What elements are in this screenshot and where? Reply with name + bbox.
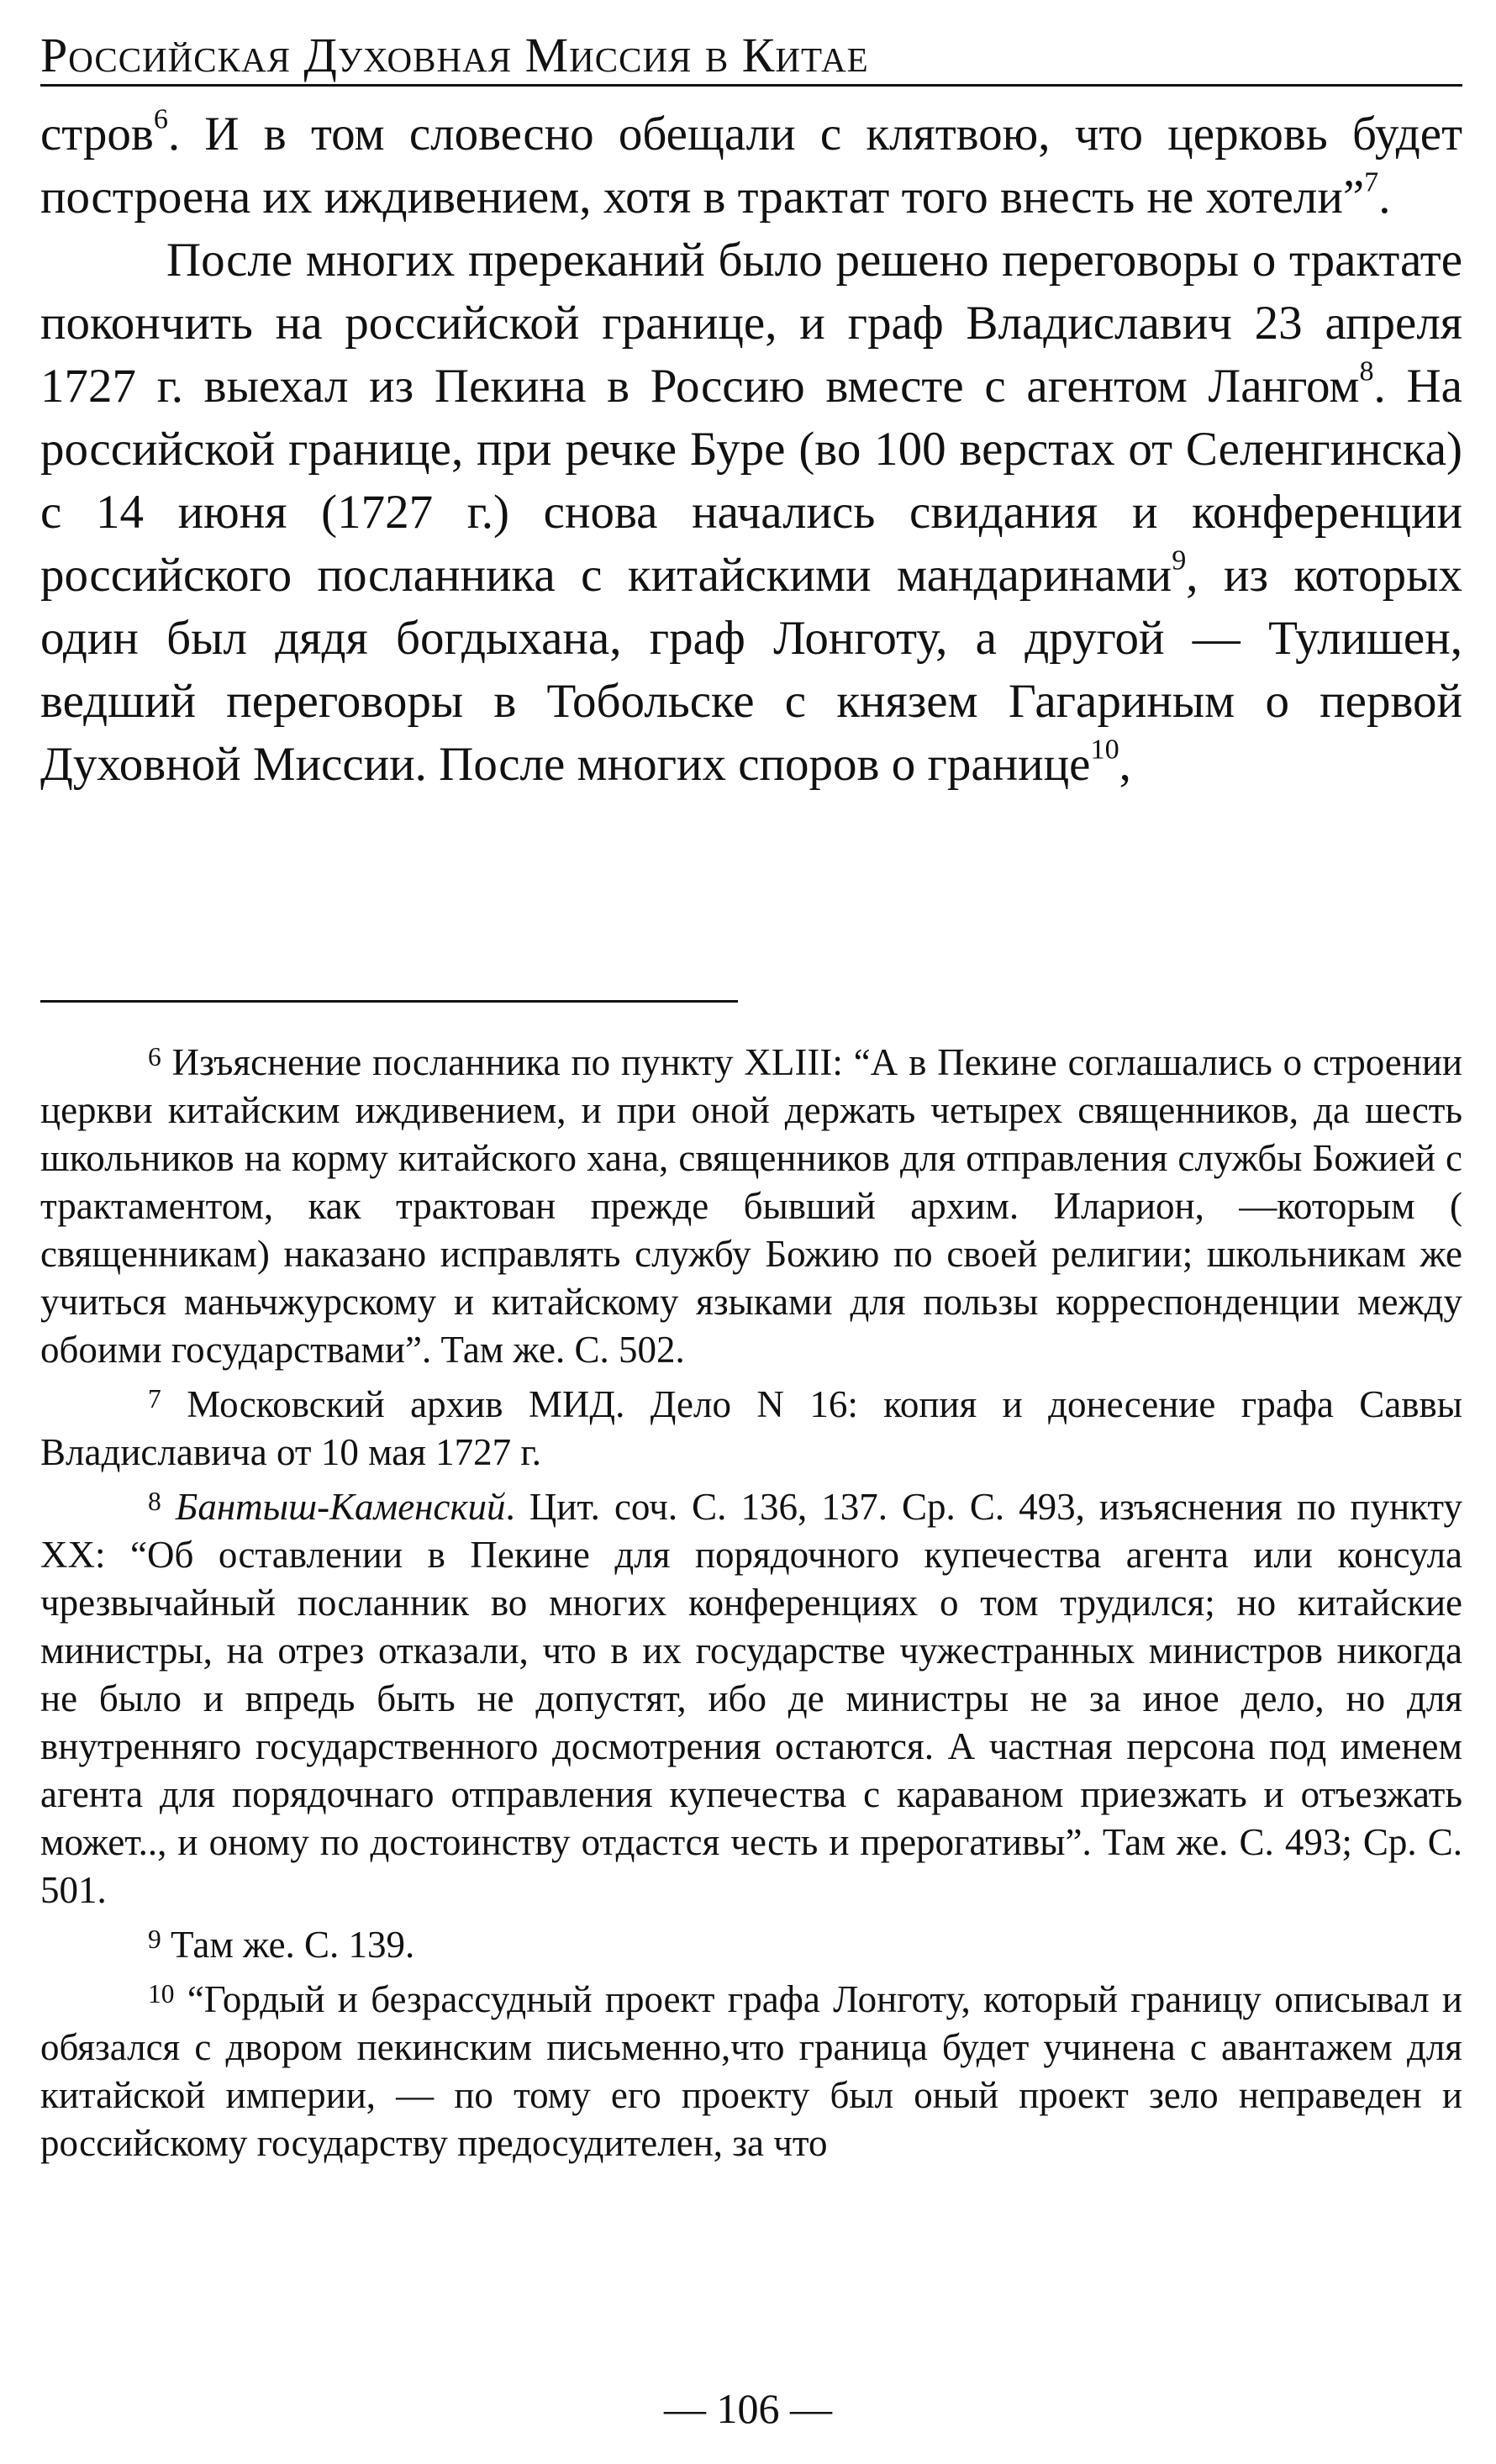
footnote-text: Там же. С. 139. (171, 1924, 415, 1966)
footnote-number: 6 (148, 1041, 161, 1071)
page-number: — 106 — (664, 2385, 832, 2432)
text-run: . (1378, 171, 1391, 224)
footnotes (40, 1039, 1462, 2174)
header-rule (40, 84, 1462, 87)
footnote-ref-8: 8 (1359, 355, 1374, 387)
footnote-number: 7 (148, 1383, 161, 1414)
paragraph (40, 229, 1462, 796)
footnote-text: “Гордый и безрассудный проект графа Лонготу, который границу описывал и обязался с двором пекинским письменно,что граница будет учинена с авантажем для китайской империи, — по тому его проекту был оный проект зело неправеден и российскому государству предосудителен, за что (40, 1978, 1462, 2164)
footnote-7 (40, 1381, 1462, 1477)
footnote-8 (40, 1483, 1462, 1914)
footnote-number: 9 (148, 1924, 161, 1954)
footnote-ref-9: 9 (1172, 545, 1187, 577)
footnote-ref-6: 6 (153, 103, 168, 135)
footnote-text: Московский архив МИД. Дело N 16: копия и донесение графа Саввы Владиславича от 10 мая 1727 г. (40, 1383, 1463, 1473)
footnote-10 (40, 1976, 1462, 2167)
footnote-ref-7: 7 (1364, 166, 1379, 198)
paragraph-continuation (40, 103, 1462, 229)
text-run: . На российской границе, при речке Буре (во 100 верстах от Селенгинска) с 14 июня (1727 г.) снова начались свидания и конференции российского посланника с китайскими мандаринами (40, 360, 1462, 602)
running-title (40, 25, 1452, 86)
footnote-9 (40, 1921, 1462, 1969)
text-run: , из которых один был дядя богдыхана, граф Лонготу, а другой — Тулишен, ведший переговоры в Тобольске с князем Гагариным о первой Духовной Миссии. После многих споров о границе (40, 549, 1462, 791)
running-title-text: Российская Духовная Миссия в Китае (40, 28, 869, 82)
footnote-number: 10 (148, 1978, 175, 2009)
footnote-text: . Цит. соч. С. 136, 137. Ср. С. 493, изъяснения по пункту XX: “Об оставлении в Пекине для порядочного купечества агента или консула чрезвычайный посланник во многих конференциях о том трудился; но китайские министры, на отрез отказали, что в их государстве чужестранных министров никогда не было и впредь быть не допустят, ибо де министры не за иное дело, но для внутренняго государственного досмотрения остаются. А частная персона под именем агента для порядочнаго отправления купечества с караваном приезжать и отъезжать может.., и оному по достоинству отдастся честь и прерогативы”. Там же. С. 493; Ср. С. 501. (40, 1486, 1463, 1911)
footnote-author: Бантыш-Каменский (175, 1486, 506, 1528)
main-text (40, 103, 1462, 796)
text-run: , (1119, 738, 1131, 791)
footnote-text: Изъяснение посланника по пункту XLIII: “А в Пекине соглашались о строении церкви китайским иждивением, и при оной держать четырех священников, да шесть школьников на корму китайского хана, священников для отправления службы Божией с трактаментом, как трактован прежде бывший архим. Иларион, —которым ( священникам) наказано исправлять службу Божию по своей религии; школьникам же учиться маньчжурскому и китайскому языками для пользы корреспонденции между обоими государствами”. Там же. С. 502. (40, 1041, 1462, 1371)
text-run: . И в том словесно обещали с клятвою, что церковь будет построена их иждивением, хотя в трактат того внесть не хотели” (40, 108, 1462, 224)
text-run: После многих пререканий было решено переговоры о трактате покончить на российской границе, и граф Владиславич 23 апреля 1727 г. выехал из Пекина в Россию вместе с агентом Лангом (40, 234, 1462, 413)
footnote-number: 8 (148, 1486, 161, 1516)
footnote-6 (40, 1039, 1462, 1374)
footnote-rule (40, 1000, 738, 1003)
footnote-ref-10: 10 (1090, 734, 1119, 766)
text-run: стров (40, 108, 154, 161)
